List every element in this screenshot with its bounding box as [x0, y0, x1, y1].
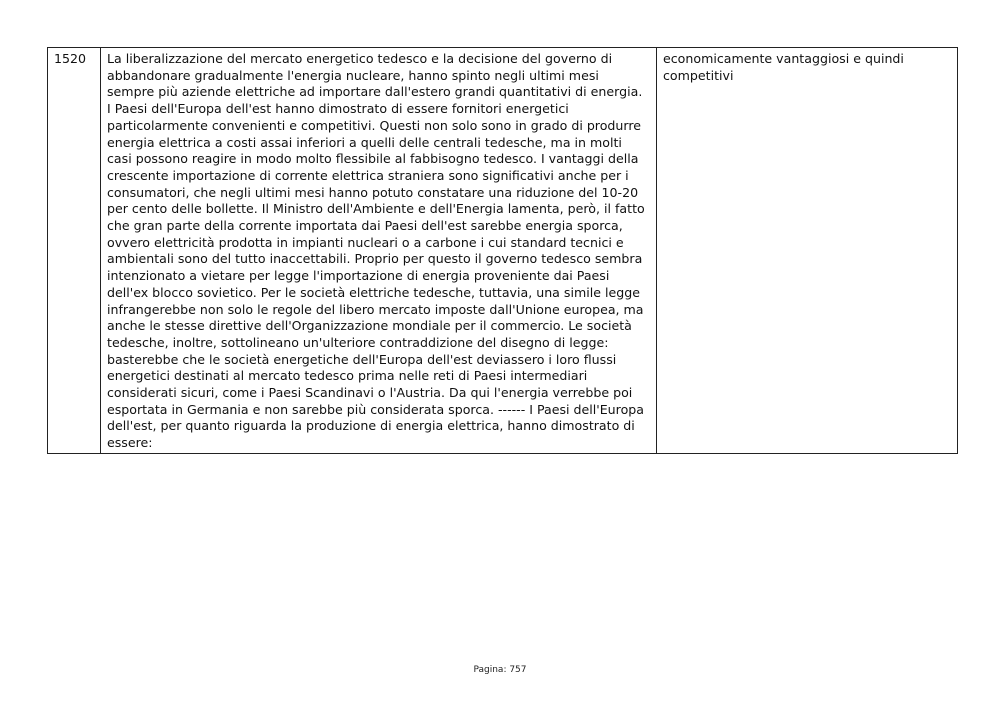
- question-table: [47, 47, 958, 454]
- question-id: 1520: [48, 48, 101, 454]
- page-number: Pagina: 757: [473, 665, 527, 675]
- answer-text: economicamente vantaggiosi e quindi competitivi: [657, 48, 958, 454]
- table-row: [48, 48, 958, 454]
- question-text: La liberalizzazione del mercato energetico tedesco e la decisione del governo di abbandonare gradualmente l'energia nucleare, hanno spinto negli ultimi mesi sempre più aziende elettriche ad importare dall'estero grandi quantitativi di energia. I Paesi dell'Europa dell'est hanno dimostrato di essere fornitori energetici particolarmente convenienti e competitivi. Questi non solo sono in grado di produrre energia elettrica a costi assai inferiori a quelli delle centrali tedesche, ma in molti casi possono reagire in modo molto flessibile al fabbisogno tedesco. I vantaggi della crescente importazione di corrente elettrica straniera sono significativi anche per i consumatori, che negli ultimi mesi hanno potuto constatare una riduzione del 10-20 per cento delle bollette. Il Ministro dell'Ambiente e dell'Energia lamenta, però, il fatto che gran parte della corrente importata dai Paesi dell'est sarebbe energia sporca, ovvero elettricità prodotta in impianti nucleari o a carbone i cui standard tecnici e ambientali sono del tutto inaccettabili. Proprio per questo il governo tedesco sembra intenzionato a vietare per legge l'importazione di energia proveniente dai Paesi dell'ex blocco sovietico. Per le società elettriche tedesche, tuttavia, una simile legge infrangerebbe non solo le regole del libero mercato imposte dall'Unione europea, ma anche le stesse direttive dell'Organizzazione mondiale per il commercio. Le società tedesche, inoltre, sottolineano un'ulteriore contraddizione del disegno di legge: basterebbe che le società energetiche dell'Europa dell'est deviassero i loro flussi energetici destinati al mercato tedesco prima nelle reti di Paesi intermediari considerati sicuri, come i Paesi Scandinavi o l'Austria. Da qui l'energia verrebbe poi esportata in Germania e non sarebbe più considerata sporca. ------ I Paesi dell'Europa dell'est, per quanto riguarda la produzione di energia elettrica, hanno dimostrato di essere:: [101, 48, 657, 454]
